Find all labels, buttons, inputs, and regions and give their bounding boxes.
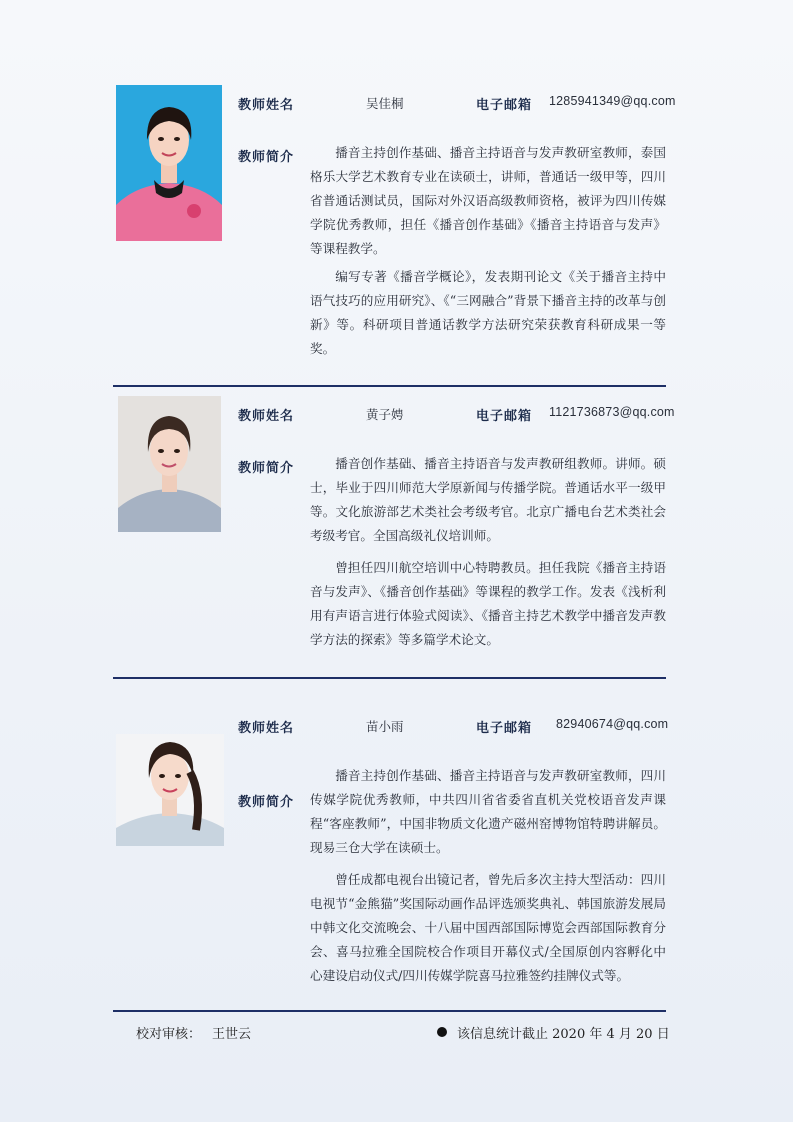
teacher-email[interactable]: 1121736873@qq.com <box>549 405 675 419</box>
bullet-icon <box>437 1027 447 1037</box>
intro-paragraph: 曾任成都电视台出镜记者，曾先后多次主持大型活动：四川电视节“金熊猫”奖国际动画作品评选颁奖典礼、韩国旅游发展局中韩文化交流晚会、十八届中国西部国际博览会西部国际教育分会、喜马拉雅全国院校合作项目开幕仪式/全国原创内容孵化中心建设启动仪式/四川传媒学院喜马拉雅签约挂牌仪式等。 <box>310 872 666 983</box>
intro-paragraph: 播音主持创作基础、播音主持语音与发声教研室教师，泰国格乐大学艺术教育专业在读硕士，讲师，普通话一级甲等，四川省普通话测试员，国际对外汉语高级教师资格，被评为四川传媒学院优秀教师，担任《播音创作基础》《播音主持语音与发声》等课程教学。 <box>310 145 666 256</box>
intro-label: 教师简介 <box>238 461 295 476</box>
statistics-cutoff-note: 该信息统计截止 2020 年 4 月 20 日 <box>457 1027 670 1042</box>
teacher-name: 苗小雨 <box>366 719 404 734</box>
intro-label: 教师简介 <box>238 150 295 165</box>
intro-paragraph: 曾担任四川航空培训中心特聘教员。担任我院《播音主持语音与发声》、《播音创作基础》等课程的教学工作。发表《浅析利用有声语言进行体验式阅读》、《播音主持艺术教学中播音发声教学方法的探索》等多篇学术论文。 <box>310 560 666 647</box>
teacher-name: 黄子娉 <box>366 407 404 422</box>
intro-paragraph: 编写专著《播音学概论》，发表期刊论文《关于播音主持中语气技巧的应用研究》、《“三网融合”背景下播音主持的改革与创新》等。科研项目普通话教学方法研究荣获教育科研成果一等奖。 <box>310 269 666 356</box>
teacher-name: 吴佳桐 <box>366 96 404 111</box>
email-label: 电子邮箱 <box>476 409 533 424</box>
section-divider <box>113 1010 666 1012</box>
intro-paragraph: 播音主持创作基础、播音主持语音与发声教研室教师，四川传媒学院优秀教师，中共四川省省委省直机关党校语音发声课程“客座教师”，中国非物质文化遗产磁州窑博物馆特聘讲解员。现易三仓大学在读硕士。 <box>310 768 666 855</box>
name-label: 教师姓名 <box>238 721 295 736</box>
name-label: 教师姓名 <box>238 98 295 113</box>
intro-label: 教师简介 <box>238 795 295 810</box>
teacher-photo-1 <box>116 85 222 241</box>
email-label: 电子邮箱 <box>476 721 533 736</box>
teacher-photo-2 <box>118 396 221 532</box>
teacher-email[interactable]: 1285941349@qq.com <box>549 94 676 108</box>
proofread-label: 校对审核： <box>136 1027 202 1042</box>
proofreader-name: 王世云 <box>212 1027 252 1042</box>
name-label: 教师姓名 <box>238 409 295 424</box>
teacher-photo-3 <box>116 734 224 846</box>
email-label: 电子邮箱 <box>476 98 533 113</box>
section-divider <box>113 677 666 679</box>
intro-paragraph: 播音创作基础、播音主持语音与发声教研组教师。讲师。硕士，毕业于四川师范大学原新闻与传播学院。普通话水平一级甲等。文化旅游部艺术类社会考级考官。北京广播电台艺术类社会考级考官。全国高级礼仪培训师。 <box>310 456 666 543</box>
teacher-email[interactable]: 82940674@qq.com <box>556 717 669 731</box>
section-divider <box>113 385 666 387</box>
